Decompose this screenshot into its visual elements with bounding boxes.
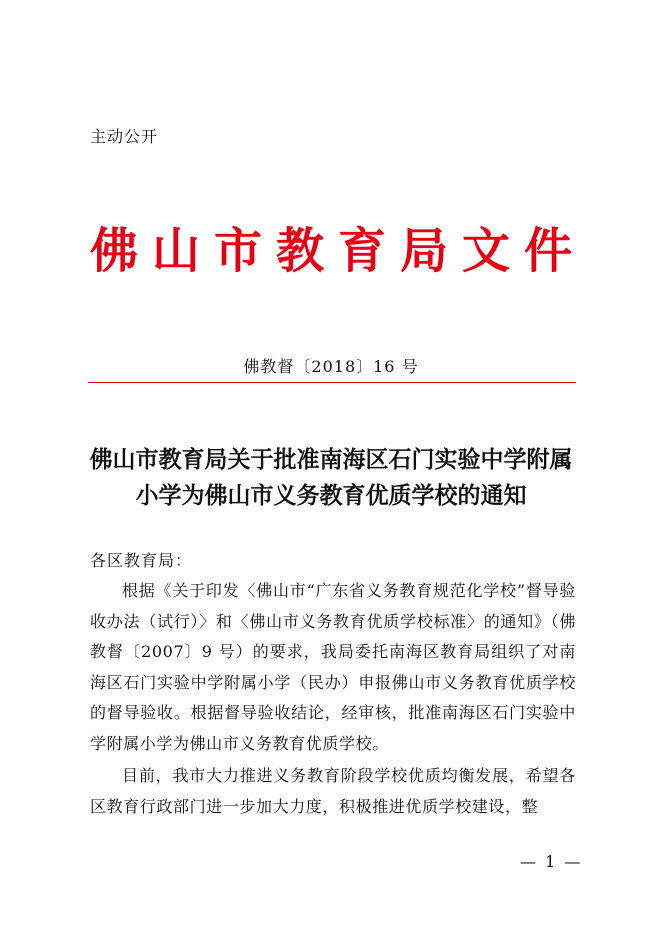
red-divider-line	[88, 382, 576, 383]
masthead-title: 佛山市教育局文件	[89, 223, 586, 279]
body-paragraph-2: 目前，我市大力推进义务教育阶段学校优质均衡发展，希望各区教育行政部门进一步加大力度，积极推进优质学校建设，整	[90, 766, 576, 816]
notice-title	[60, 442, 602, 514]
body-paragraph-1: 根据《关于印发〈佛山市“广东省义务教育规范化学校”督导验收办法（试行）〉和〈佛山市义务教育优质学校标准〉的通知》（佛教督〔2007〕9 号）的要求，我局委托南海区教育局组织了对南海区石门实验中学附属小学（民办）申报佛山市义务教育优质学校的督导验收。根据督导验收结论，经审核，批准南海区石门实验中学附属小学为佛山市义务教育优质学校。	[90, 581, 576, 753]
disclosure-label: 主动公开	[90, 127, 159, 146]
document-number: 佛教督〔2018〕16 号	[243, 357, 419, 376]
page-number: — 1 —	[520, 852, 583, 871]
salutation: 各区教育局：	[90, 551, 193, 570]
notice-title-line-2: 小学为佛山市义务教育优质学校的通知	[135, 482, 527, 509]
notice-title-line-1: 佛山市教育局关于批准南海区石门实验中学附属	[89, 446, 573, 473]
